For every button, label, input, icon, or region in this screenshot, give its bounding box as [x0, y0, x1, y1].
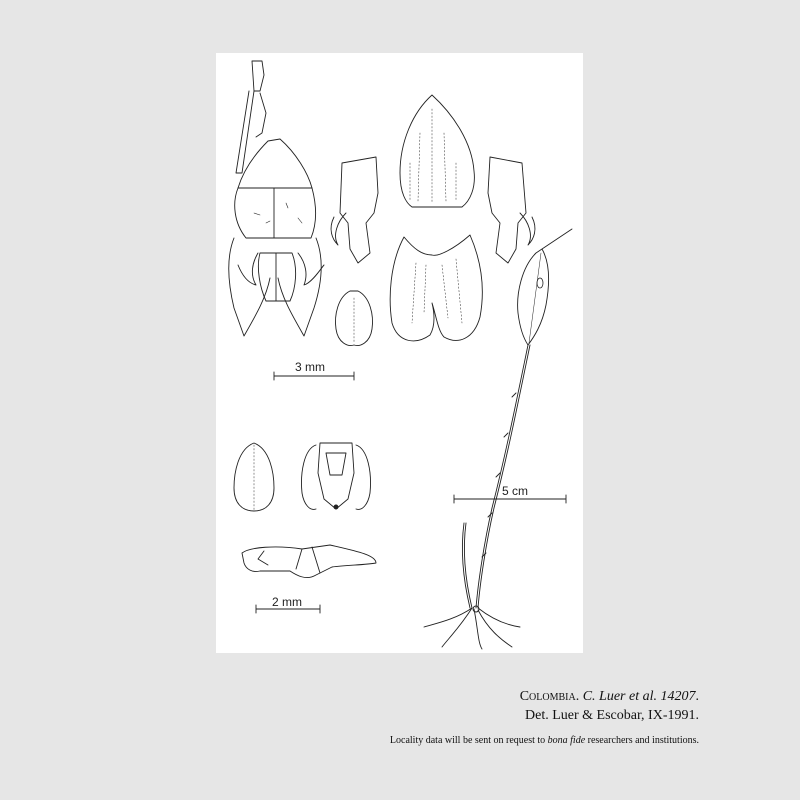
scale-bar-3mm: [274, 360, 354, 380]
column-lateral: [242, 545, 376, 578]
caption-separator: .: [575, 689, 583, 704]
dorsal-sepal: [400, 95, 474, 207]
scale-label-3mm: 3 mm: [295, 360, 325, 374]
petal-left: [331, 157, 378, 263]
scale-label-2mm: 2 mm: [272, 595, 302, 609]
specimen-caption: [520, 687, 699, 725]
locality-note: [390, 735, 699, 746]
petal-right: [488, 157, 535, 263]
whole-plant: [424, 229, 572, 649]
collector-number: C. Luer et al. 14207: [582, 689, 696, 704]
country-name: Colombia: [519, 689, 576, 704]
note-suffix: researchers and institutions.: [585, 735, 699, 746]
scale-bar-2mm: [256, 595, 320, 613]
synsepal: [390, 235, 482, 341]
note-prefix: Locality data will be sent on request to: [389, 735, 548, 746]
note-emphasis: bona fide: [547, 735, 586, 746]
lip: [336, 291, 373, 345]
scale-label-5cm: 5 cm: [502, 484, 529, 498]
column-ventral: [302, 443, 371, 509]
scale-bar-5cm: [454, 484, 566, 503]
flower-lateral-view: [229, 61, 324, 336]
collection-line: [520, 687, 699, 706]
column-front: [234, 443, 274, 511]
collector-end: .: [695, 689, 699, 704]
line-drawing: [216, 53, 583, 653]
botanical-illustration-plate: [216, 53, 583, 653]
determination-line: Det. Luer & Escobar, IX-1991.: [525, 708, 699, 723]
